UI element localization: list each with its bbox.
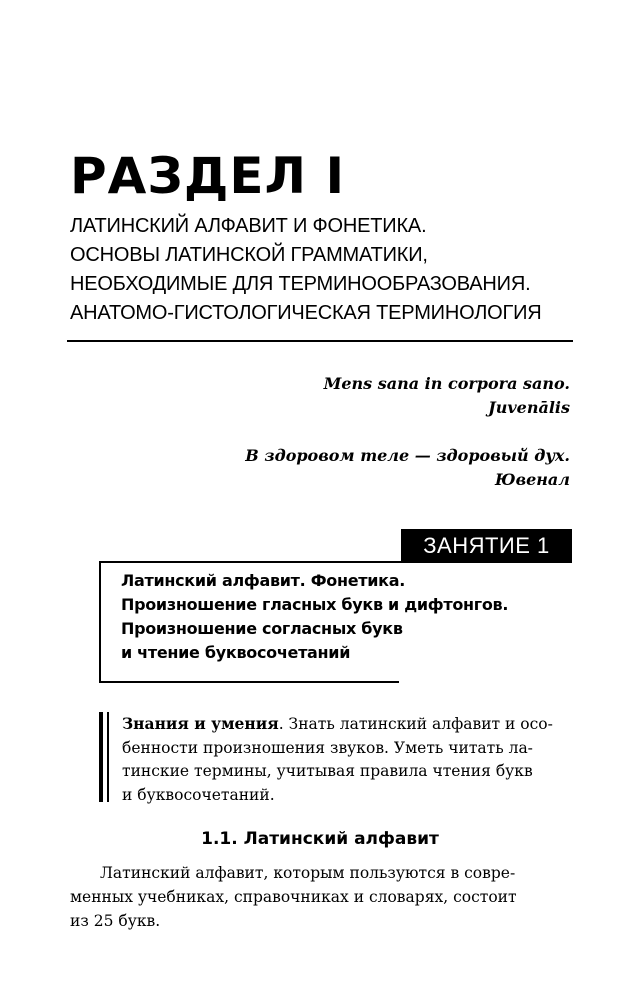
- lesson-topic-line: Произношение гласных букв и дифтонгов.: [121, 595, 509, 614]
- knowledge-line: тинские термины, учитывая правила чтения букв: [122, 762, 533, 780]
- section-subtitle: [70, 212, 590, 328]
- subtitle-line: ЛАТИНСКИЙ АЛФАВИТ И ФОНЕТИКА.: [70, 215, 427, 237]
- lesson-topic-line: Произношение согласных букв: [121, 619, 403, 638]
- knowledge-line: [122, 712, 572, 737]
- subtitle-line: ОСНОВЫ ЛАТИНСКОЙ ГРАММАТИКИ,: [70, 244, 428, 266]
- lesson-frame-left: [99, 561, 101, 683]
- knowledge-line: и буквосочетаний.: [122, 785, 275, 804]
- section-title: РАЗДЕЛ I: [70, 147, 346, 205]
- body-line: Латинский алфавит, которым пользуются в совре-: [100, 864, 516, 882]
- knowledge-bar-thin: [107, 712, 109, 802]
- epigraph-russian-quote: В здоровом теле — здоровый дух.: [245, 446, 570, 465]
- body-line: из 25 букв.: [70, 912, 161, 930]
- lesson-topics: [121, 569, 508, 665]
- knowledge-line: бенности произношения звуков. Уметь читать ла-: [122, 738, 533, 757]
- body-paragraph: [70, 861, 572, 933]
- epigraph-latin-author: Juvenālis: [488, 398, 570, 417]
- subtitle-line: НЕОБХОДИМЫЕ ДЛЯ ТЕРМИНООБРАЗОВАНИЯ.: [70, 273, 531, 295]
- section-divider: [67, 340, 573, 342]
- lesson-badge: ЗАНЯТИЕ 1: [401, 529, 572, 563]
- epigraph-russian-author: Ювенал: [494, 470, 570, 489]
- epigraph-latin: [324, 372, 570, 420]
- knowledge-bar-thick: [99, 712, 103, 802]
- epigraph-russian: [245, 444, 570, 492]
- epigraph-latin-quote: Mens sana in corpora sano.: [323, 374, 570, 393]
- knowledge-lead: Знания и умения: [122, 714, 279, 733]
- lesson-frame-top: [99, 561, 402, 563]
- lesson-topic-line: Латинский алфавит. Фонетика.: [121, 571, 405, 590]
- knowledge-line-rest: . Знать латинский алфавит и осо-: [278, 715, 553, 733]
- subsection-title: 1.1. Латинский алфавит: [201, 829, 439, 849]
- lesson-frame-bottom: [99, 681, 399, 683]
- knowledge-block: [122, 712, 572, 807]
- body-line: менных учебниках, справочниках и словарях, состоит: [70, 888, 517, 906]
- subtitle-line: АНАТОМО-ГИСТОЛОГИЧЕСКАЯ ТЕРМИНОЛОГИЯ: [70, 302, 542, 324]
- lesson-topic-line: и чтение буквосочетаний: [121, 643, 351, 662]
